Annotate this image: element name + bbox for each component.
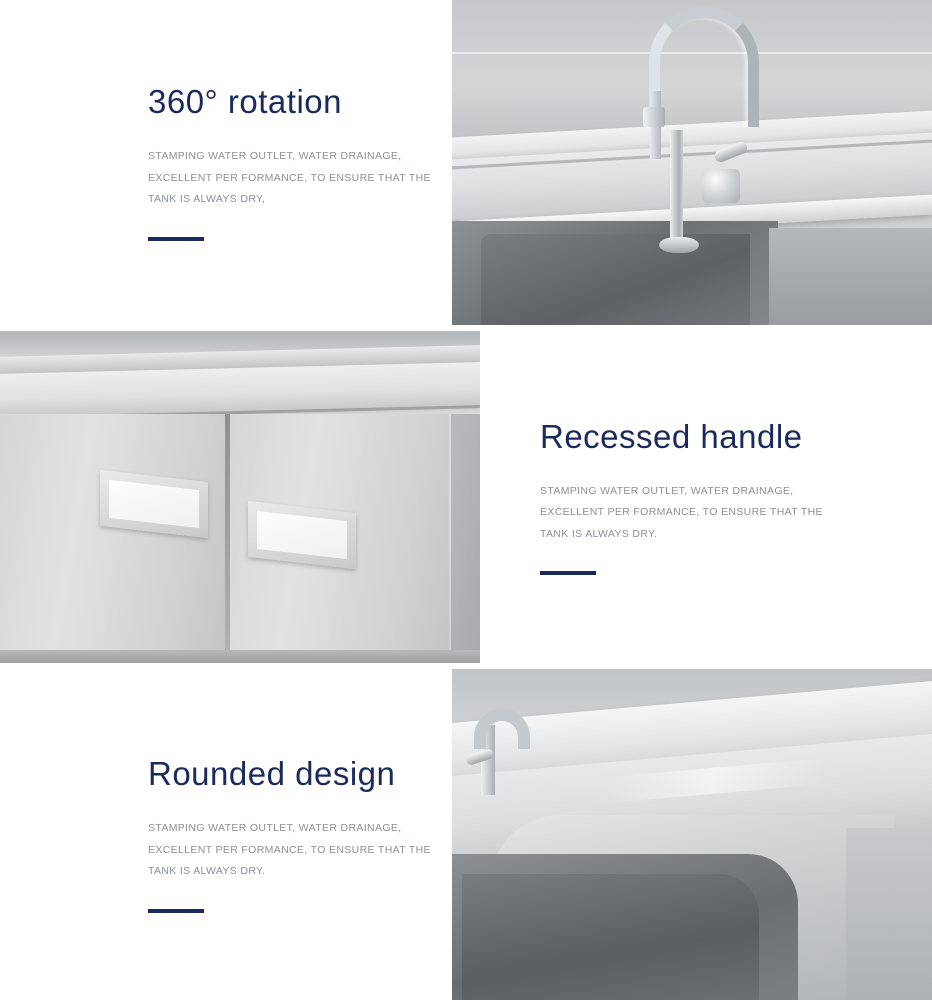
feature-image-rounded-corner bbox=[452, 669, 932, 1000]
faucet-riser bbox=[670, 130, 683, 240]
sink-right-panel bbox=[846, 828, 932, 1000]
sink-bowl-inner bbox=[462, 874, 760, 1000]
cabinet-door-gap bbox=[225, 414, 230, 663]
recessed-handle-right-inset bbox=[257, 511, 347, 559]
feature-image-faucet bbox=[452, 0, 932, 325]
faucet-spout-arc bbox=[649, 7, 759, 127]
feature-text-rounded-design bbox=[0, 669, 452, 1000]
cabinet-floor-shadow bbox=[0, 650, 480, 663]
feature-section-rounded-design bbox=[0, 669, 932, 1000]
feature-rule-rounded-design bbox=[148, 909, 204, 913]
feature-rule-rotation bbox=[148, 237, 204, 241]
feature-body-recessed-handle: STAMPING WATER OUTLET, WATER DRAINAGE, EXCELLENT PER FORMANCE, TO ENSURE THAT THE TANK IS ALWAYS DRY. bbox=[540, 484, 823, 540]
feature-section-recessed-handle bbox=[0, 331, 932, 663]
feature-body-rotation: STAMPING WATER OUTLET, WATER DRAINAGE, EXCELLENT PER FORMANCE, TO ENSURE THAT THE TANK IS ALWAYS DRY, bbox=[148, 150, 431, 206]
feature-heading-rounded-design: Rounded design bbox=[148, 755, 396, 793]
feature-text-rotation bbox=[0, 0, 452, 325]
feature-heading-rotation: 360° rotation bbox=[148, 83, 342, 121]
feature-section-rotation bbox=[0, 0, 932, 325]
recessed-handle-left-inset bbox=[109, 480, 199, 528]
cabinet-side-panel bbox=[451, 414, 480, 663]
faucet-aerator bbox=[643, 107, 665, 127]
feature-heading-recessed-handle: Recessed handle bbox=[540, 417, 803, 455]
feature-rule-recessed-handle bbox=[540, 571, 596, 575]
faucet-valve-body bbox=[702, 169, 740, 203]
feature-text-recessed-handle bbox=[480, 331, 932, 663]
feature-body-rounded-design: STAMPING WATER OUTLET, WATER DRAINAGE, EXCELLENT PER FORMANCE, TO ENSURE THAT THE TANK IS ALWAYS DRY. bbox=[148, 822, 431, 878]
cabinet-door-left bbox=[0, 414, 226, 663]
photo-basin-inner bbox=[481, 234, 750, 325]
photo-basin-right bbox=[769, 228, 932, 326]
feature-image-handles bbox=[0, 331, 480, 663]
faucet-base bbox=[659, 237, 699, 253]
